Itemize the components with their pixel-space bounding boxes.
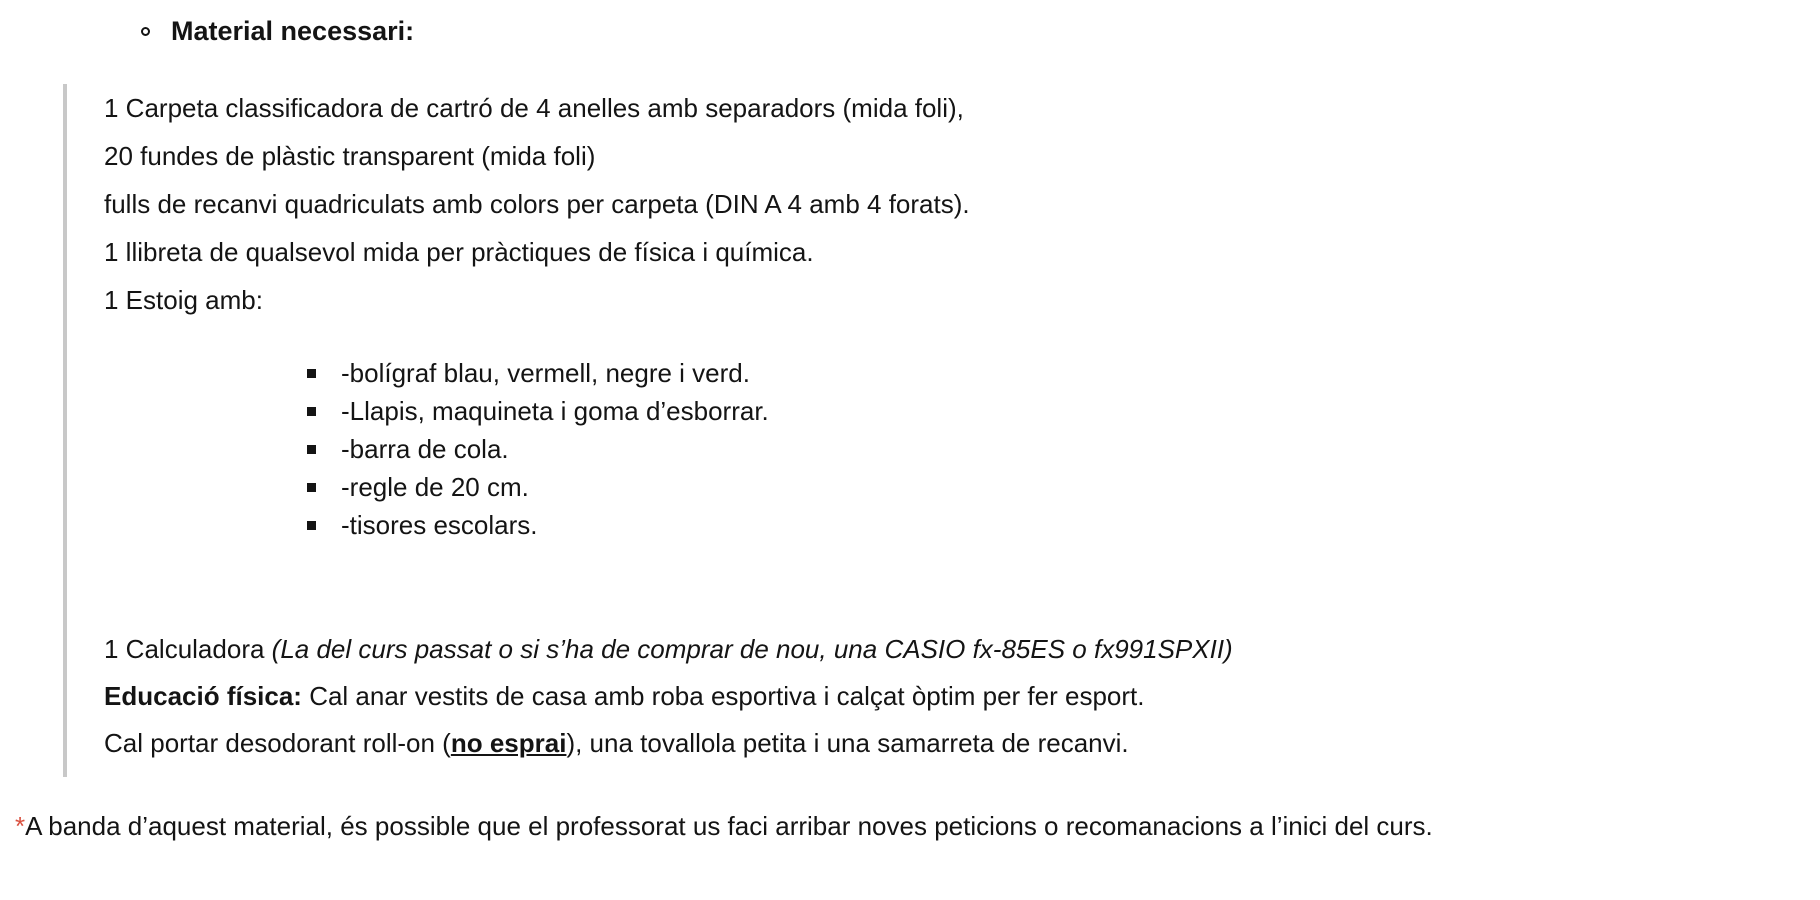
estoig-list — [104, 354, 1820, 544]
document-page — [0, 14, 1820, 850]
calculator-line — [104, 626, 1820, 673]
intro-line-estoig: 1 Estoig amb: — [104, 285, 263, 315]
footnote-text: A banda d’aquest material, és possible que el professorat us faci arribar noves peticions o recomanacions a l’inici del curs. — [25, 811, 1433, 841]
physical-education-line — [104, 673, 1820, 720]
deodorant-line — [104, 720, 1820, 767]
footnote-asterisk: * — [15, 811, 26, 841]
calculator-prefix: 1 Calculadora — [104, 634, 272, 664]
material-heading-row — [141, 14, 1820, 48]
intro-line-fulls: fulls de recanvi quadriculats amb colors per carpeta (DIN A 4 amb 4 forats). — [104, 189, 970, 219]
intro-line-fundes: 20 fundes de plàstic transparent (mida foli) — [104, 141, 596, 171]
estoig-item-tisores — [104, 506, 1820, 544]
physical-education-text: Cal anar vestits de casa amb roba esportiva i calçat òptim per fer esport. — [301, 681, 1145, 711]
material-blockquote — [63, 84, 1820, 777]
circle-bullet-icon — [141, 27, 150, 36]
square-bullet-icon — [307, 445, 316, 454]
estoig-item-barra-cola — [104, 430, 1820, 468]
estoig-item-label: -tisores escolars. — [341, 510, 538, 540]
estoig-item-boligraf — [104, 354, 1820, 392]
square-bullet-icon — [307, 369, 316, 378]
estoig-item-label: -barra de cola. — [341, 434, 509, 464]
estoig-item-regle — [104, 468, 1820, 506]
square-bullet-icon — [307, 483, 316, 492]
estoig-item-label: -bolígraf blau, vermell, negre i verd. — [341, 358, 750, 388]
material-extra-paragraph — [104, 626, 1820, 767]
material-intro-paragraph — [104, 84, 1820, 324]
intro-line-carpeta: 1 Carpeta classificadora de cartró de 4 anelles amb separadors (mida foli), — [104, 93, 964, 123]
deodorant-suffix: ), una tovallola petita i una samarreta de recanvi. — [566, 728, 1129, 758]
footnote — [15, 803, 1820, 850]
square-bullet-icon — [307, 407, 316, 416]
estoig-item-label: -regle de 20 cm. — [341, 472, 529, 502]
estoig-item-llapis — [104, 392, 1820, 430]
deodorant-prefix: Cal portar desodorant roll-on ( — [104, 728, 451, 758]
physical-education-label: Educació física: — [104, 681, 302, 711]
estoig-item-label: -Llapis, maquineta i goma d’esborrar. — [341, 396, 769, 426]
square-bullet-icon — [307, 521, 316, 530]
intro-line-llibreta: 1 llibreta de qualsevol mida per pràctiques de física i química. — [104, 237, 814, 267]
material-heading-label: Material necessari: — [171, 15, 415, 46]
deodorant-emphasis: no esprai — [450, 728, 567, 758]
calculator-note: (La del curs passat o si s’ha de comprar de nou, una CASIO fx-85ES o fx991SPXII) — [271, 634, 1233, 664]
